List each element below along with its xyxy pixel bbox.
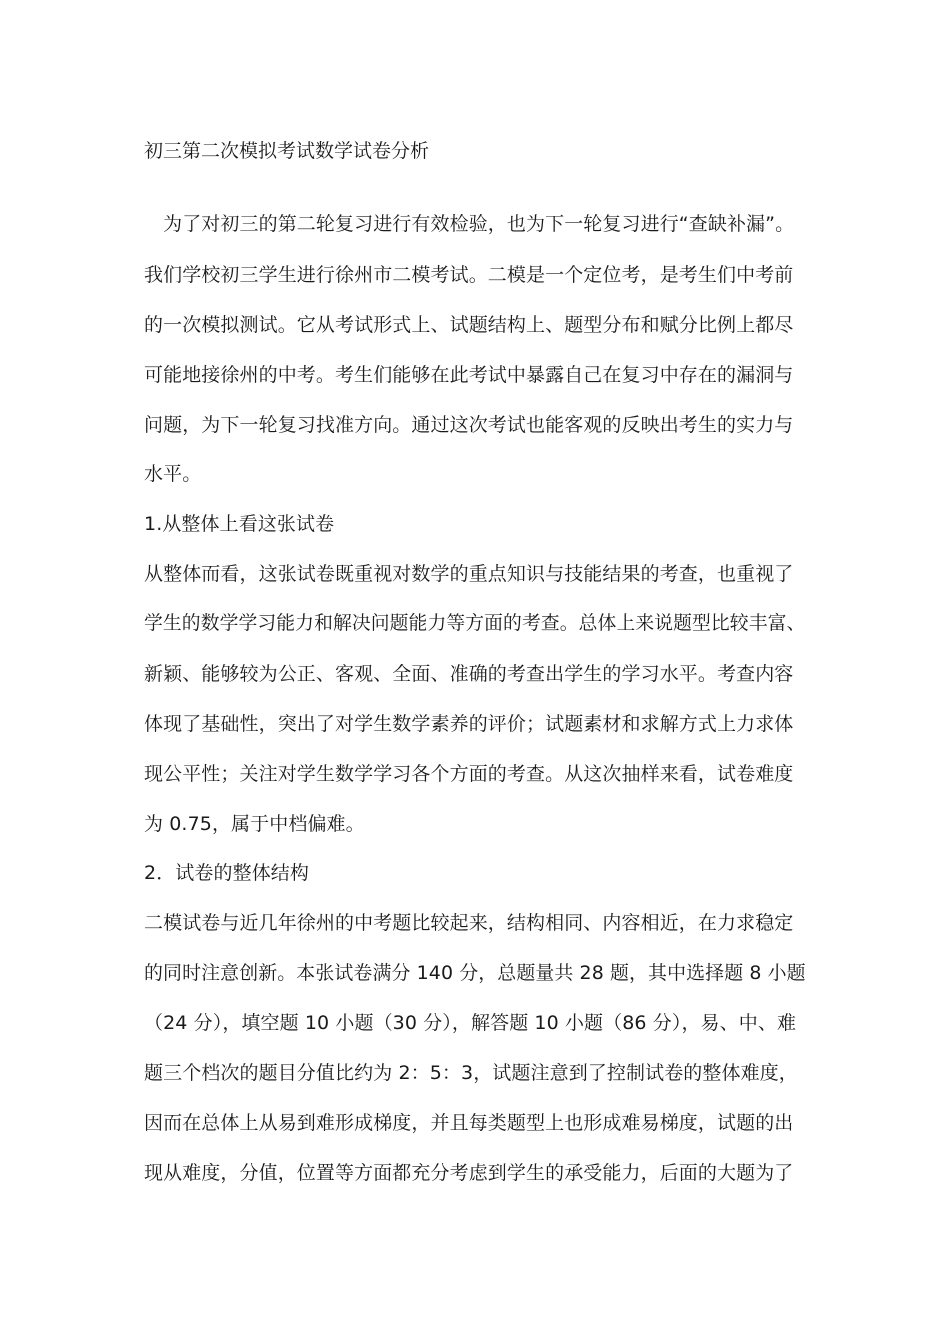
section-heading: 2．试卷的整体结构 <box>144 862 309 884</box>
paragraph-line: 问题，为下一轮复习找准方向。通过这次考试也能客观的反映出考生的实力与 <box>144 414 794 436</box>
paragraph-line: 学生的数学学习能力和解决问题能力等方面的考查。总体上来说题型比较丰富、 <box>144 613 806 634</box>
paragraph-line: 体现了基础性，突出了对学生数学素养的评价；试题素材和求解方式上力求体 <box>144 713 794 735</box>
paragraph-line: 二模试卷与近几年徐州的中考题比较起来，结构相同、内容相近，在力求稳定 <box>144 912 794 934</box>
paragraph-line: 水平。 <box>144 463 202 485</box>
paragraph-line: 为 0.75，属于中档偏难。 <box>144 813 365 835</box>
paragraph-line: 的同时注意创新。本张试卷满分 140 分，总题量共 28 题，其中选择题 8 小题 <box>144 962 806 984</box>
paragraph-line: 题三个档次的题目分值比约为 2：5：3，试题注意到了控制试卷的整体难度， <box>144 1062 798 1084</box>
paragraph-line: 我们学校初三学生进行徐州市二模考试。二模是一个定位考，是考生们中考前 <box>144 264 794 286</box>
paragraph-line: 现公平性；关注对学生数学学习各个方面的考查。从这次抽样来看，试卷难度 <box>144 763 794 785</box>
paragraph-line: 现从难度，分值，位置等方面都充分考虑到学生的承受能力，后面的大题为了 <box>144 1162 794 1184</box>
paragraph-line: 从整体而看，这张试卷既重视对数学的重点知识与技能结果的考查，也重视了 <box>144 563 794 585</box>
section-heading: 1.从整体上看这张试卷 <box>144 513 335 535</box>
paragraph-line: 因而在总体上从易到难形成梯度，并且每类题型上也形成难易梯度，试题的出 <box>144 1112 794 1134</box>
document-title: 初三第二次模拟考试数学试卷分析 <box>144 140 430 162</box>
paragraph-line: 为了对初三的第二轮复习进行有效检验，也为下一轮复习进行“查缺补漏”。 <box>144 213 795 235</box>
paragraph-line: （24 分），填空题 10 小题（30 分），解答题 10 小题（86 分），易、中、难 <box>144 1012 797 1034</box>
paragraph-line: 的一次模拟测试。它从考试形式上、试题结构上、题型分布和赋分比例上都尽 <box>144 314 794 336</box>
paragraph-line: 新颖、能够较为公正、客观、全面、准确的考查出学生的学习水平。考查内容 <box>144 663 794 685</box>
paragraph-line: 可能地接徐州的中考。考生们能够在此考试中暴露自己在复习中存在的漏洞与 <box>144 364 794 386</box>
